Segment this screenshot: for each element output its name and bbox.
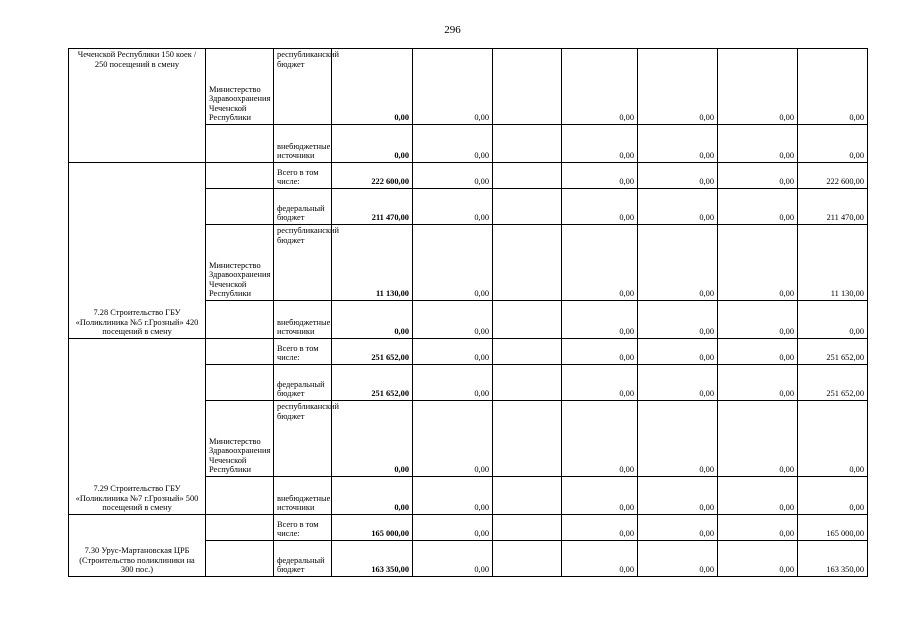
funding-source: Всего в том числе:: [274, 163, 332, 189]
value-cell: [493, 49, 562, 125]
table-row: [69, 163, 868, 189]
value-cell: 11 130,00: [798, 225, 868, 301]
value-cell: 163 350,00: [798, 541, 868, 577]
project-name: 7.29 Строительство ГБУ «Поликлиника №7 г.Грозный» 500 посещений в смену: [69, 339, 206, 515]
value-cell: 0,00: [798, 477, 868, 515]
value-cell: 0,00: [718, 339, 798, 365]
value-cell: 0,00: [562, 477, 638, 515]
organization: Министерство Здравоохранения Чеченской Республики: [206, 49, 274, 125]
total-value: 251 652,00: [332, 339, 413, 365]
value-cell: [493, 301, 562, 339]
value-cell: [493, 125, 562, 163]
total-value: 222 600,00: [332, 163, 413, 189]
value-cell: 0,00: [798, 401, 868, 477]
organization: [206, 125, 274, 163]
funding-source: республиканский бюджет: [274, 49, 332, 125]
value-cell: 0,00: [638, 339, 718, 365]
funding-source: внебюджетные источники: [274, 477, 332, 515]
value-cell: 0,00: [562, 163, 638, 189]
value-cell: [493, 477, 562, 515]
value-cell: 0,00: [562, 339, 638, 365]
page-number: 296: [444, 24, 461, 36]
value-cell: 0,00: [718, 365, 798, 401]
value-cell: [493, 541, 562, 577]
funding-source: Всего в том числе:: [274, 515, 332, 541]
value-cell: 251 652,00: [798, 339, 868, 365]
organization: [206, 477, 274, 515]
value-cell: 0,00: [638, 365, 718, 401]
value-cell: 0,00: [413, 125, 493, 163]
value-cell: 0,00: [413, 189, 493, 225]
value-cell: 0,00: [562, 125, 638, 163]
value-cell: 0,00: [413, 401, 493, 477]
value-cell: 0,00: [718, 49, 798, 125]
total-value: 0,00: [332, 301, 413, 339]
value-cell: 0,00: [718, 515, 798, 541]
value-cell: 0,00: [638, 301, 718, 339]
project-name: 7.28 Строительство ГБУ «Поликлиника №5 г.Грозный» 420 посещений в смену: [69, 163, 206, 339]
organization: Министерство Здравоохранения Чеченской Республики: [206, 225, 274, 301]
organization: [206, 301, 274, 339]
value-cell: 211 470,00: [798, 189, 868, 225]
value-cell: [493, 339, 562, 365]
project-name: 7.30 Урус-Мартановская ЦРБ (Строительство поликлиники на 300 пос.): [69, 515, 206, 577]
organization: [206, 365, 274, 401]
value-cell: 0,00: [638, 125, 718, 163]
table-row: [69, 49, 868, 125]
organization: [206, 163, 274, 189]
value-cell: 222 600,00: [798, 163, 868, 189]
total-value: 0,00: [332, 477, 413, 515]
value-cell: [493, 515, 562, 541]
value-cell: 0,00: [638, 225, 718, 301]
value-cell: 0,00: [798, 125, 868, 163]
value-cell: 0,00: [562, 401, 638, 477]
funding-source: федеральный бюджет: [274, 189, 332, 225]
value-cell: 0,00: [718, 477, 798, 515]
value-cell: 0,00: [638, 189, 718, 225]
value-cell: 0,00: [562, 189, 638, 225]
organization: [206, 541, 274, 577]
value-cell: 0,00: [562, 515, 638, 541]
value-cell: 0,00: [413, 163, 493, 189]
total-value: 0,00: [332, 401, 413, 477]
value-cell: 0,00: [638, 541, 718, 577]
value-cell: 0,00: [718, 189, 798, 225]
value-cell: 0,00: [718, 401, 798, 477]
value-cell: 0,00: [638, 477, 718, 515]
value-cell: 165 000,00: [798, 515, 868, 541]
table-row: [69, 339, 868, 365]
value-cell: 0,00: [562, 541, 638, 577]
organization: [206, 339, 274, 365]
funding-source: федеральный бюджет: [274, 541, 332, 577]
funding-source: внебюджетные источники: [274, 301, 332, 339]
organization: [206, 189, 274, 225]
value-cell: 0,00: [638, 49, 718, 125]
value-cell: 0,00: [638, 401, 718, 477]
value-cell: 0,00: [638, 515, 718, 541]
value-cell: [493, 163, 562, 189]
value-cell: 0,00: [413, 49, 493, 125]
value-cell: 0,00: [718, 125, 798, 163]
value-cell: [493, 189, 562, 225]
funding-source: Всего в том числе:: [274, 339, 332, 365]
funding-source: внебюджетные источники: [274, 125, 332, 163]
funding-source: федеральный бюджет: [274, 365, 332, 401]
value-cell: 0,00: [798, 301, 868, 339]
value-cell: 0,00: [718, 163, 798, 189]
value-cell: [493, 401, 562, 477]
value-cell: 0,00: [413, 515, 493, 541]
total-value: 11 130,00: [332, 225, 413, 301]
project-name: Чеченской Республики 150 коек / 250 посещений в смену: [69, 49, 206, 163]
value-cell: 0,00: [562, 49, 638, 125]
total-value: 163 350,00: [332, 541, 413, 577]
total-value: 0,00: [332, 49, 413, 125]
value-cell: 0,00: [413, 301, 493, 339]
table-row: [69, 515, 868, 541]
value-cell: [493, 365, 562, 401]
total-value: 165 000,00: [332, 515, 413, 541]
value-cell: 0,00: [413, 477, 493, 515]
total-value: 211 470,00: [332, 189, 413, 225]
value-cell: 0,00: [798, 49, 868, 125]
value-cell: 0,00: [413, 541, 493, 577]
value-cell: 0,00: [638, 163, 718, 189]
value-cell: 0,00: [718, 301, 798, 339]
organization: Министерство Здравоохранения Чеченской Республики: [206, 401, 274, 477]
value-cell: 0,00: [718, 225, 798, 301]
organization: [206, 515, 274, 541]
value-cell: 0,00: [718, 541, 798, 577]
value-cell: 0,00: [413, 339, 493, 365]
value-cell: 0,00: [413, 225, 493, 301]
value-cell: [493, 225, 562, 301]
total-value: 0,00: [332, 125, 413, 163]
value-cell: 0,00: [562, 365, 638, 401]
value-cell: 0,00: [413, 365, 493, 401]
budget-table: [68, 48, 868, 577]
value-cell: 251 652,00: [798, 365, 868, 401]
value-cell: 0,00: [562, 225, 638, 301]
total-value: 251 652,00: [332, 365, 413, 401]
funding-source: республиканский бюджет: [274, 401, 332, 477]
value-cell: 0,00: [562, 301, 638, 339]
funding-source: республиканский бюджет: [274, 225, 332, 301]
